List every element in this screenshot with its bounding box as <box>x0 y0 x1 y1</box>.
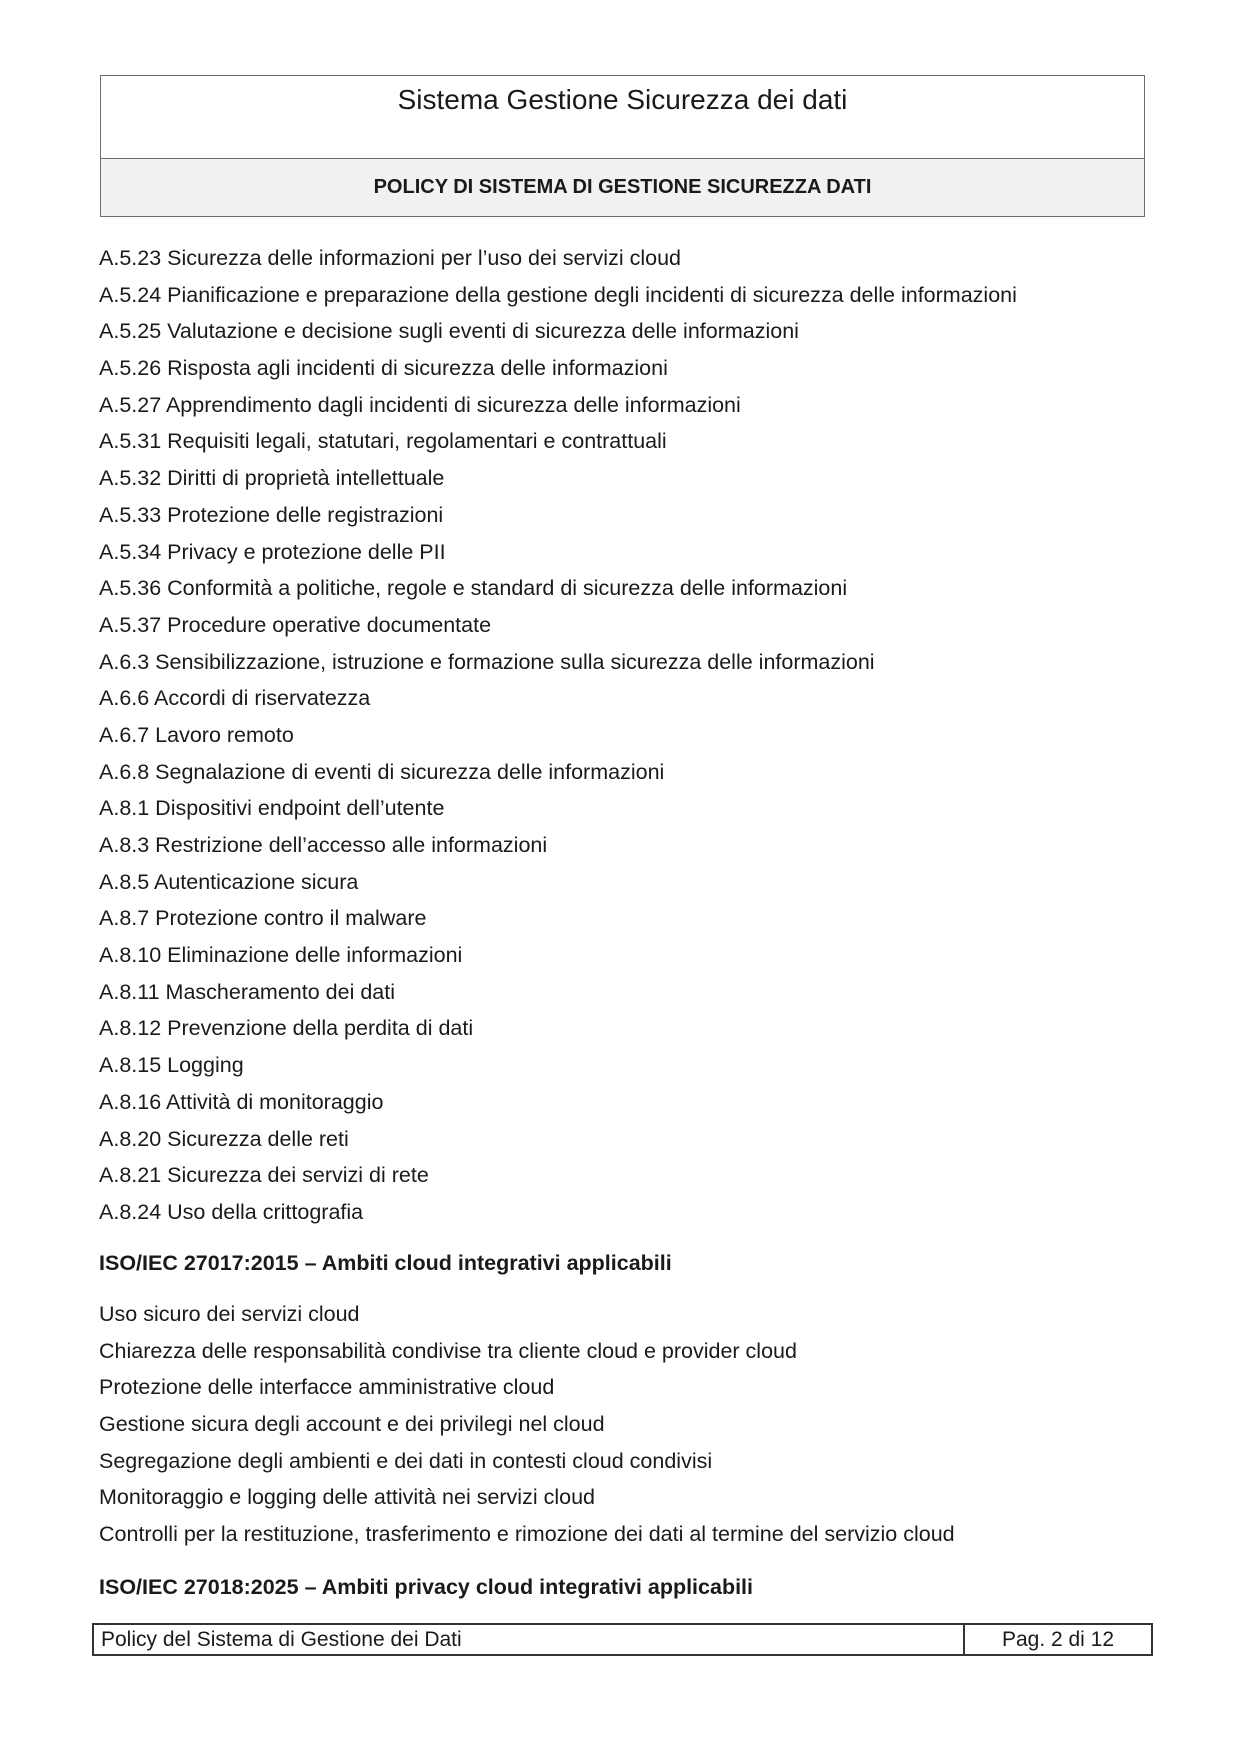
cloud-scope-item: Gestione sicura degli account e dei privilegi nel cloud <box>99 1412 605 1437</box>
control-item: A.8.15 Logging <box>99 1053 244 1078</box>
control-item: A.6.7 Lavoro remoto <box>99 722 294 747</box>
cloud-scope-item: Segregazione degli ambienti e dei dati in contesti cloud condivisi <box>99 1448 713 1473</box>
control-item: A.5.34 Privacy e protezione delle PII <box>99 539 446 564</box>
control-item: A.5.25 Valutazione e decisione sugli eventi di sicurezza delle informazioni <box>99 319 799 344</box>
control-item: A.5.26 Risposta agli incidenti di sicurezza delle informazioni <box>99 356 668 381</box>
control-item: A.5.31 Requisiti legali, statutari, regolamentari e contrattuali <box>99 429 667 454</box>
control-item: A.6.3 Sensibilizzazione, istruzione e formazione sulla sicurezza delle informazioni <box>99 649 875 674</box>
control-item: A.8.16 Attività di monitoraggio <box>99 1089 384 1114</box>
control-item: A.5.23 Sicurezza delle informazioni per l’uso dei servizi cloud <box>99 246 681 270</box>
control-item: A.5.33 Protezione delle registrazioni <box>99 502 444 527</box>
control-item: A.5.27 Apprendimento dagli incidenti di sicurezza delle informazioni <box>99 392 741 417</box>
control-item: A.6.6 Accordi di riservatezza <box>99 686 371 711</box>
control-item: A.8.11 Mascheramento dei dati <box>99 979 395 1004</box>
control-item: A.8.20 Sicurezza delle reti <box>99 1126 349 1151</box>
control-item: A.8.1 Dispositivi endpoint dell’utente <box>99 796 445 821</box>
section-heading-27017: ISO/IEC 27017:2015 – Ambiti cloud integrativi applicabili <box>99 1251 672 1275</box>
document-header <box>100 75 1145 217</box>
control-item: A.5.24 Pianificazione e preparazione della gestione degli incidenti di sicurezza delle informazioni <box>99 282 1017 307</box>
control-item: A.8.12 Prevenzione della perdita di dati <box>99 1016 474 1041</box>
cloud-items-list <box>99 1296 955 1553</box>
control-item: A.5.37 Procedure operative documentate <box>99 612 492 637</box>
control-item: A.6.8 Segnalazione di eventi di sicurezza delle informazioni <box>99 759 665 784</box>
control-item: A.5.36 Conformità a politiche, regole e standard di sicurezza delle informazioni <box>99 576 848 601</box>
page-footer <box>92 1623 1153 1656</box>
controls-list <box>99 240 1017 1231</box>
cloud-scope-item: Uso sicuro dei servizi cloud <box>99 1302 360 1326</box>
document-title: Sistema Gestione Sicurezza dei dati <box>101 76 1144 159</box>
control-item: A.8.24 Uso della crittografia <box>99 1199 364 1224</box>
cloud-scope-item: Monitoraggio e logging delle attività nei servizi cloud <box>99 1485 595 1510</box>
control-item: A.8.3 Restrizione dell’accesso alle informazioni <box>99 833 548 857</box>
section-heading-27018: ISO/IEC 27018:2025 – Ambiti privacy cloud integrativi applicabili <box>99 1575 753 1599</box>
cloud-scope-item: Controlli per la restituzione, trasferimento e rimozione dei dati al termine del servizio cloud <box>99 1522 955 1547</box>
control-item: A.8.10 Eliminazione delle informazioni <box>99 943 463 968</box>
footer-document-title: Policy del Sistema di Gestione dei Dati <box>94 1625 965 1654</box>
control-item: A.8.21 Sicurezza dei servizi di rete <box>99 1163 429 1188</box>
control-item: A.8.5 Autenticazione sicura <box>99 869 359 894</box>
document-subtitle: POLICY DI SISTEMA DI GESTIONE SICUREZZA DATI <box>101 159 1144 216</box>
control-item: A.8.7 Protezione contro il malware <box>99 906 427 931</box>
cloud-scope-item: Protezione delle interfacce amministrative cloud <box>99 1375 555 1400</box>
control-item: A.5.32 Diritti di proprietà intellettuale <box>99 466 445 491</box>
cloud-scope-item: Chiarezza delle responsabilità condivise tra cliente cloud e provider cloud <box>99 1338 797 1363</box>
page-number: Pag. 2 di 12 <box>1001 1628 1115 1651</box>
